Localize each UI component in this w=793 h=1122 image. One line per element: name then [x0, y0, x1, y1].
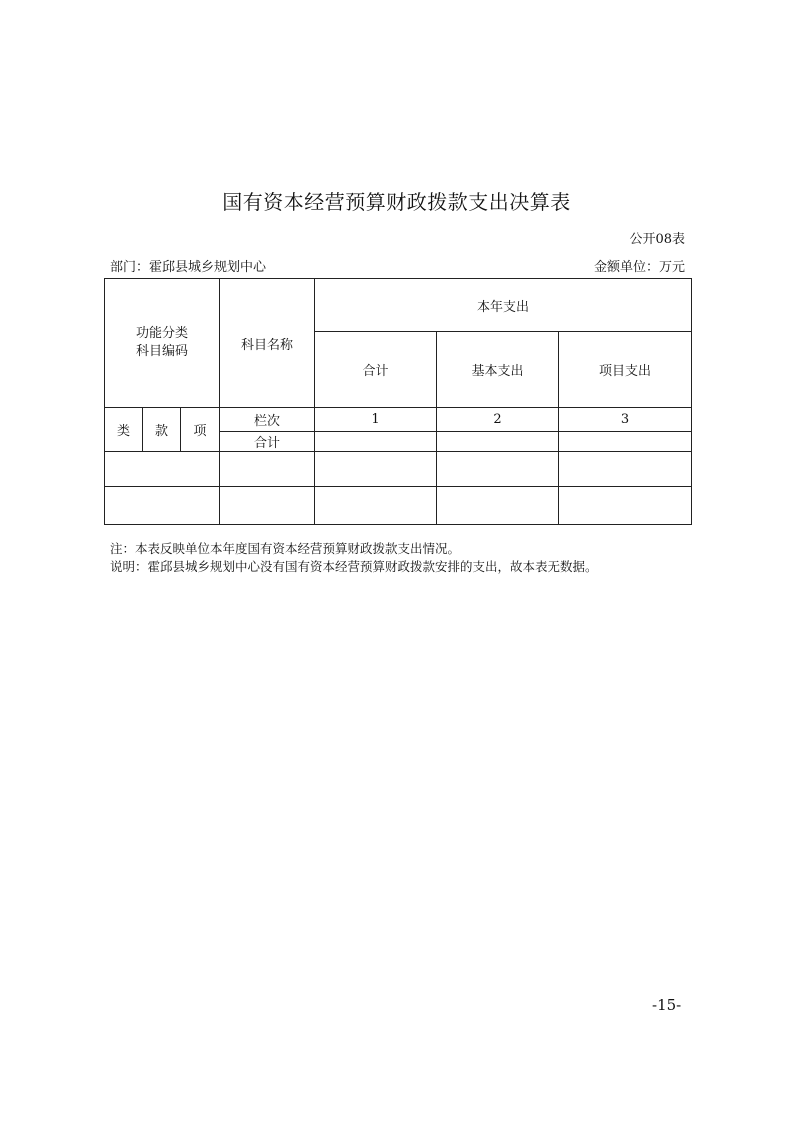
class-header: 类 — [105, 408, 143, 452]
section-header: 款 — [143, 408, 181, 452]
empty-cell — [315, 487, 437, 525]
empty-cell — [559, 452, 692, 487]
project-expenditure-header: 项目支出 — [559, 332, 692, 408]
total-row-cell — [559, 432, 692, 452]
column-seq-label: 栏次 — [220, 408, 315, 432]
table-row — [105, 487, 692, 525]
current-year-expenditure-header: 本年支出 — [315, 279, 692, 332]
empty-cell — [559, 487, 692, 525]
page-title: 国有资本经营预算财政拨款支出决算表 — [222, 190, 571, 214]
amount-unit-label: 金额单位：万元 — [593, 260, 685, 275]
empty-cell — [437, 452, 559, 487]
empty-cell — [437, 487, 559, 525]
expenditure-table — [104, 278, 692, 525]
empty-cell — [315, 452, 437, 487]
empty-cell — [105, 452, 220, 487]
function-class-header-line1: 功能分类 — [135, 326, 188, 341]
department-label: 部门：霍邱县城乡规划中心 — [110, 260, 267, 275]
column-number-1: 1 — [315, 408, 437, 432]
column-number-3: 3 — [559, 408, 692, 432]
function-class-header-line2: 科目编码 — [135, 344, 188, 359]
table-explanation: 说明：霍邱县城乡规划中心没有国有资本经营预算财政拨款安排的支出，故本表无数据。 — [110, 559, 598, 574]
page-number: -15- — [652, 996, 682, 1014]
empty-cell — [220, 487, 315, 525]
table-row — [105, 452, 692, 487]
total-row-cell — [315, 432, 437, 452]
empty-cell — [105, 487, 220, 525]
item-header: 项 — [181, 408, 220, 452]
function-class-header — [105, 279, 220, 408]
form-number: 公开08表 — [629, 232, 685, 247]
empty-cell — [220, 452, 315, 487]
total-header: 合计 — [315, 332, 437, 408]
basic-expenditure-header: 基本支出 — [437, 332, 559, 408]
total-row-cell — [437, 432, 559, 452]
subject-name-header: 科目名称 — [220, 279, 315, 408]
total-row-label: 合计 — [220, 432, 315, 452]
column-number-2: 2 — [437, 408, 559, 432]
table-note: 注：本表反映单位本年度国有资本经营预算财政拨款支出情况。 — [110, 541, 461, 556]
